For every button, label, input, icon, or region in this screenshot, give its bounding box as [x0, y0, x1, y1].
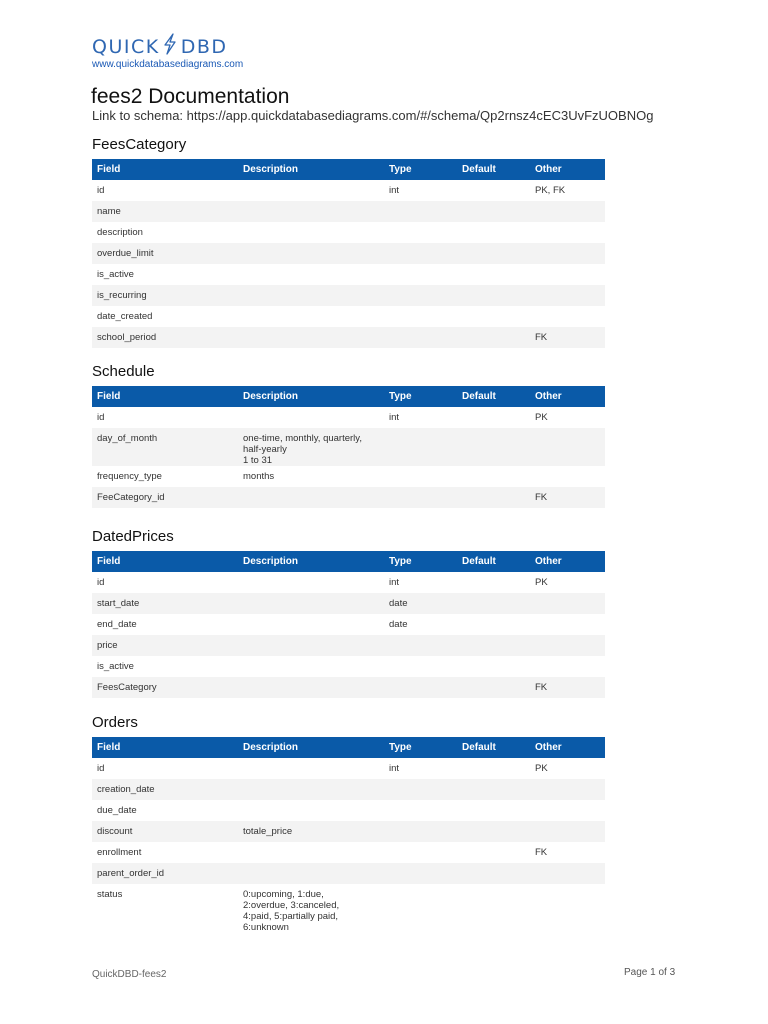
column-header: Default	[457, 737, 530, 758]
column-header: Field	[92, 551, 238, 572]
table-cell	[457, 407, 530, 428]
table-cell	[92, 264, 238, 285]
table-row	[92, 800, 605, 821]
table-header-row	[92, 737, 605, 758]
table-cell	[457, 614, 530, 635]
table-cell	[530, 201, 605, 222]
table-cell	[92, 180, 238, 201]
table-cell	[238, 821, 384, 842]
table-row	[92, 466, 605, 487]
cell-text: date	[389, 619, 408, 630]
table-row	[92, 842, 605, 863]
table-section	[92, 714, 605, 933]
table-row	[92, 884, 605, 933]
cell-text: description	[97, 227, 143, 238]
table-cell	[384, 635, 457, 656]
table-cell	[530, 656, 605, 677]
table-cell	[530, 800, 605, 821]
cell-text: price	[97, 640, 118, 651]
cell-text: overdue_limit	[97, 248, 154, 259]
cell-text: creation_date	[97, 784, 155, 795]
table-cell	[457, 779, 530, 800]
table-cell	[92, 243, 238, 264]
page-title: fees2 Documentation	[91, 85, 290, 108]
table-section	[92, 136, 605, 348]
column-header: Type	[384, 386, 457, 407]
table-cell	[384, 327, 457, 348]
table-cell	[384, 428, 457, 466]
table-cell	[384, 677, 457, 698]
table-cell	[457, 487, 530, 508]
table-cell	[238, 677, 384, 698]
cell-text: int	[389, 763, 400, 774]
table-row	[92, 327, 605, 348]
cell-text: id	[97, 577, 105, 588]
table-cell	[457, 635, 530, 656]
footer-page-number: Page 1 of 3	[624, 967, 676, 978]
table-cell	[530, 779, 605, 800]
cell-text: date_created	[97, 311, 153, 322]
table-cell	[238, 222, 384, 243]
table-cell	[530, 884, 605, 933]
table-cell	[238, 842, 384, 863]
table-cell	[457, 821, 530, 842]
column-header: Other	[530, 551, 605, 572]
table-cell	[238, 306, 384, 327]
table-row	[92, 779, 605, 800]
table-cell	[92, 285, 238, 306]
table-cell	[384, 487, 457, 508]
column-header: Type	[384, 737, 457, 758]
table-cell	[457, 593, 530, 614]
table-cell	[384, 180, 457, 201]
table-cell	[238, 180, 384, 201]
cell-text: is_active	[97, 661, 134, 672]
table-cell	[384, 264, 457, 285]
column-header: Field	[92, 386, 238, 407]
table-cell	[92, 572, 238, 593]
table-cell	[92, 306, 238, 327]
table-cell	[530, 222, 605, 243]
table-cell	[238, 407, 384, 428]
cell-text: id	[97, 185, 105, 196]
table-cell	[92, 656, 238, 677]
table-cell	[530, 821, 605, 842]
table-row	[92, 614, 605, 635]
cell-text: PK	[535, 763, 548, 774]
table-row	[92, 222, 605, 243]
schema-table	[92, 737, 605, 933]
table-cell	[530, 677, 605, 698]
table-cell	[92, 327, 238, 348]
table-cell	[92, 842, 238, 863]
column-header: Description	[238, 551, 384, 572]
table-cell	[384, 656, 457, 677]
table-cell	[92, 222, 238, 243]
cell-text: end_date	[97, 619, 137, 630]
table-cell	[384, 572, 457, 593]
cell-text: FK	[535, 847, 548, 858]
table-cell	[92, 800, 238, 821]
table-cell	[457, 677, 530, 698]
logo-text-right: DBD	[180, 35, 228, 58]
cell-text: FK	[535, 332, 548, 343]
table-cell	[384, 222, 457, 243]
table-cell	[238, 285, 384, 306]
cell-text: id	[97, 412, 105, 423]
table-cell	[530, 180, 605, 201]
cell-text: int	[389, 577, 400, 588]
table-section	[92, 363, 605, 508]
table-cell	[384, 306, 457, 327]
column-header: Field	[92, 159, 238, 180]
table-row	[92, 407, 605, 428]
table-cell	[238, 487, 384, 508]
table-cell	[238, 635, 384, 656]
cell-text: enrollment	[97, 847, 142, 858]
table-cell	[238, 466, 384, 487]
table-cell	[238, 264, 384, 285]
table-header-row	[92, 551, 605, 572]
cell-text: due_date	[97, 805, 137, 816]
table-row	[92, 487, 605, 508]
table-cell	[238, 614, 384, 635]
footer-doc-name: QuickDBD-fees2	[92, 969, 167, 980]
cell-text: PK	[535, 577, 548, 588]
table-cell	[457, 572, 530, 593]
cell-text: id	[97, 763, 105, 774]
cell-text: FK	[535, 682, 548, 693]
table-cell	[384, 884, 457, 933]
table-cell	[384, 407, 457, 428]
table-cell	[238, 201, 384, 222]
table-cell	[530, 327, 605, 348]
table-cell	[457, 243, 530, 264]
table-cell	[530, 593, 605, 614]
table-row	[92, 677, 605, 698]
table-cell	[384, 758, 457, 779]
table-cell	[238, 327, 384, 348]
table-cell	[92, 884, 238, 933]
table-cell	[92, 593, 238, 614]
table-cell	[92, 779, 238, 800]
cell-text: 0:upcoming, 1:due, 2:overdue, 3:canceled, 4:paid, 5:partially paid, 6:unknown	[243, 889, 340, 933]
cell-text: name	[97, 206, 121, 217]
cell-text: discount	[97, 826, 133, 837]
table-cell	[384, 285, 457, 306]
logo-text-left: QUICK	[92, 35, 160, 58]
table-row	[92, 428, 605, 466]
table-cell	[530, 407, 605, 428]
table-cell	[384, 614, 457, 635]
cell-text: school_period	[97, 332, 157, 343]
cell-text: int	[389, 185, 400, 196]
table-cell	[238, 779, 384, 800]
table-cell	[238, 428, 384, 466]
table-cell	[238, 243, 384, 264]
column-header: Type	[384, 551, 457, 572]
table-row	[92, 572, 605, 593]
table-title: Orders	[92, 714, 138, 731]
table-row	[92, 635, 605, 656]
table-cell	[457, 285, 530, 306]
table-cell	[530, 428, 605, 466]
schema-table	[92, 386, 605, 508]
cell-text: is_recurring	[97, 290, 147, 301]
table-row	[92, 285, 605, 306]
table-cell	[92, 614, 238, 635]
lightning-bolt-icon	[162, 33, 178, 60]
table-cell	[384, 821, 457, 842]
column-header: Type	[384, 159, 457, 180]
cell-text: is_active	[97, 269, 134, 280]
table-cell	[92, 635, 238, 656]
cell-text: start_date	[97, 598, 140, 609]
table-cell	[238, 800, 384, 821]
table-cell	[384, 243, 457, 264]
table-cell	[457, 201, 530, 222]
table-cell	[92, 428, 238, 466]
cell-text: FK	[535, 492, 548, 503]
column-header: Other	[530, 386, 605, 407]
table-cell	[530, 572, 605, 593]
cell-text: FeesCategory	[97, 682, 157, 693]
cell-text: status	[97, 889, 123, 900]
table-cell	[384, 842, 457, 863]
cell-text: totale_price	[243, 826, 293, 837]
table-cell	[238, 884, 384, 933]
table-cell	[457, 428, 530, 466]
site-url-link[interactable]: www.quickdatabasediagrams.com	[92, 59, 244, 70]
table-cell	[457, 800, 530, 821]
cell-text: int	[389, 412, 400, 423]
cell-text: frequency_type	[97, 471, 162, 482]
column-header: Description	[238, 386, 384, 407]
table-title: Schedule	[92, 363, 155, 380]
table-cell	[530, 614, 605, 635]
table-cell	[457, 863, 530, 884]
table-cell	[457, 327, 530, 348]
table-cell	[530, 264, 605, 285]
table-cell	[457, 306, 530, 327]
table-cell	[92, 407, 238, 428]
table-cell	[457, 222, 530, 243]
column-header: Field	[92, 737, 238, 758]
table-cell	[530, 285, 605, 306]
table-cell	[457, 842, 530, 863]
schema-table	[92, 159, 605, 348]
table-cell	[92, 821, 238, 842]
column-header: Default	[457, 386, 530, 407]
table-cell	[92, 487, 238, 508]
table-header-row	[92, 159, 605, 180]
table-cell	[384, 863, 457, 884]
table-cell	[530, 306, 605, 327]
table-cell	[384, 800, 457, 821]
quickdbd-logo	[92, 33, 228, 60]
table-cell	[530, 487, 605, 508]
table-cell	[457, 758, 530, 779]
column-header: Other	[530, 737, 605, 758]
table-cell	[238, 656, 384, 677]
schema-link[interactable]: Link to schema: https://app.quickdatabasediagrams.com/#/schema/Qp2rnsz4cEC3UvFzUOBNOg	[92, 108, 654, 123]
column-header: Description	[238, 737, 384, 758]
cell-text: months	[243, 471, 275, 482]
cell-text: date	[389, 598, 408, 609]
table-cell	[457, 466, 530, 487]
table-title: FeesCategory	[92, 136, 187, 153]
table-cell	[457, 180, 530, 201]
table-row	[92, 593, 605, 614]
table-cell	[530, 842, 605, 863]
table-cell	[384, 466, 457, 487]
table-cell	[530, 466, 605, 487]
table-cell	[238, 863, 384, 884]
table-cell	[238, 758, 384, 779]
table-cell	[238, 572, 384, 593]
table-row	[92, 863, 605, 884]
table-cell	[530, 863, 605, 884]
column-header: Default	[457, 159, 530, 180]
table-cell	[530, 758, 605, 779]
table-cell	[92, 677, 238, 698]
table-title: DatedPrices	[92, 528, 174, 545]
table-cell	[457, 264, 530, 285]
table-cell	[384, 201, 457, 222]
column-header: Default	[457, 551, 530, 572]
cell-text: FeeCategory_id	[97, 492, 165, 503]
table-row	[92, 180, 605, 201]
table-row	[92, 758, 605, 779]
table-cell	[384, 593, 457, 614]
table-row	[92, 821, 605, 842]
table-cell	[457, 884, 530, 933]
table-cell	[92, 201, 238, 222]
table-cell	[92, 863, 238, 884]
table-cell	[92, 466, 238, 487]
table-section	[92, 528, 605, 698]
cell-text: PK, FK	[535, 185, 566, 196]
cell-text: parent_order_id	[97, 868, 165, 879]
table-row	[92, 656, 605, 677]
table-cell	[384, 779, 457, 800]
cell-text: day_of_month	[97, 433, 158, 444]
column-header: Other	[530, 159, 605, 180]
table-cell	[530, 243, 605, 264]
table-row	[92, 264, 605, 285]
table-cell	[530, 635, 605, 656]
schema-table	[92, 551, 605, 698]
cell-text: PK	[535, 412, 548, 423]
table-row	[92, 201, 605, 222]
column-header: Description	[238, 159, 384, 180]
table-cell	[92, 758, 238, 779]
cell-text: one-time, monthly, quarterly, half-yearly 1 to 31	[243, 433, 362, 466]
table-header-row	[92, 386, 605, 407]
table-row	[92, 306, 605, 327]
table-cell	[238, 593, 384, 614]
table-row	[92, 243, 605, 264]
table-cell	[457, 656, 530, 677]
